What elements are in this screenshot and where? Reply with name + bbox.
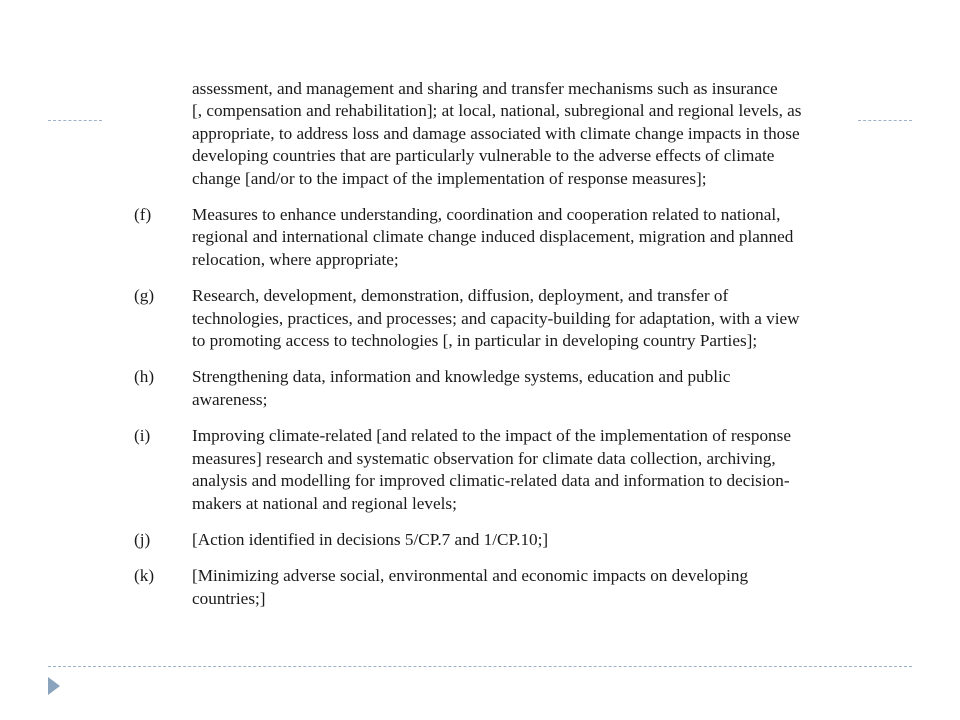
- item-label: (g): [134, 286, 155, 306]
- intro-line: change [and/or to the impact of the implementation of response measures];: [192, 168, 707, 188]
- item-line: [Minimizing adverse social, environmental and economic impacts on developing: [192, 566, 749, 586]
- bottom-divider: [48, 666, 912, 667]
- list-item-f: [134, 204, 824, 271]
- item-text: [192, 425, 824, 515]
- item-line: awareness;: [192, 389, 268, 409]
- item-label: (f): [134, 205, 152, 225]
- item-text: [192, 366, 824, 411]
- item-text: [192, 565, 824, 610]
- list-item-h: [134, 366, 824, 411]
- item-label: (j): [134, 529, 151, 549]
- item-line: Research, development, demonstration, diffusion, deployment, and transfer of: [192, 286, 729, 306]
- item-text: [192, 204, 824, 271]
- intro-line: assessment, and management and sharing and transfer mechanisms such as insurance: [192, 79, 778, 98]
- item-line: regional and international climate change induced displacement, migration and planned: [192, 227, 794, 247]
- item-line: makers at national and regional levels;: [192, 493, 457, 513]
- list-item-i: [134, 425, 824, 515]
- intro-line: appropriate, to address loss and damage associated with climate change impacts in those: [192, 123, 800, 143]
- intro-paragraph: [192, 78, 824, 190]
- intro-line: [, compensation and rehabilitation]; at local, national, subregional and regional levels, as: [192, 101, 802, 121]
- intro-line: developing countries that are particularly vulnerable to the adverse effects of climate: [192, 146, 775, 166]
- document-body: [134, 78, 824, 624]
- item-line: technologies, practices, and processes; and capacity-building for adaptation, with a view: [192, 308, 800, 328]
- item-line: Strengthening data, information and knowledge systems, education and public: [192, 367, 731, 387]
- item-label: (k): [134, 566, 155, 586]
- item-line: to promoting access to technologies [, in particular in developing country Parties];: [192, 331, 758, 351]
- item-line: Improving climate-related [and related to the impact of the implementation of response: [192, 426, 791, 446]
- item-text: [192, 285, 824, 352]
- item-line: relocation, where appropriate;: [192, 249, 399, 269]
- item-line: countries;]: [192, 588, 266, 608]
- item-label: (h): [134, 367, 155, 387]
- item-text: [192, 529, 824, 551]
- item-line: Measures to enhance understanding, coordination and cooperation related to national,: [192, 205, 781, 225]
- item-label: (i): [134, 426, 151, 446]
- triangle-right-icon[interactable]: [47, 676, 61, 696]
- list-item-g: [134, 285, 824, 352]
- item-line: analysis and modelling for improved climatic-related data and information to decision-: [192, 471, 790, 491]
- list-item-j: [134, 529, 824, 551]
- top-left-divider: [48, 120, 102, 121]
- list-item-k: [134, 565, 824, 610]
- item-line: measures] research and systematic observation for climate data collection, archiving,: [192, 448, 776, 468]
- top-right-divider: [858, 120, 912, 121]
- item-line: [Action identified in decisions 5/CP.7 and 1/CP.10;]: [192, 529, 549, 549]
